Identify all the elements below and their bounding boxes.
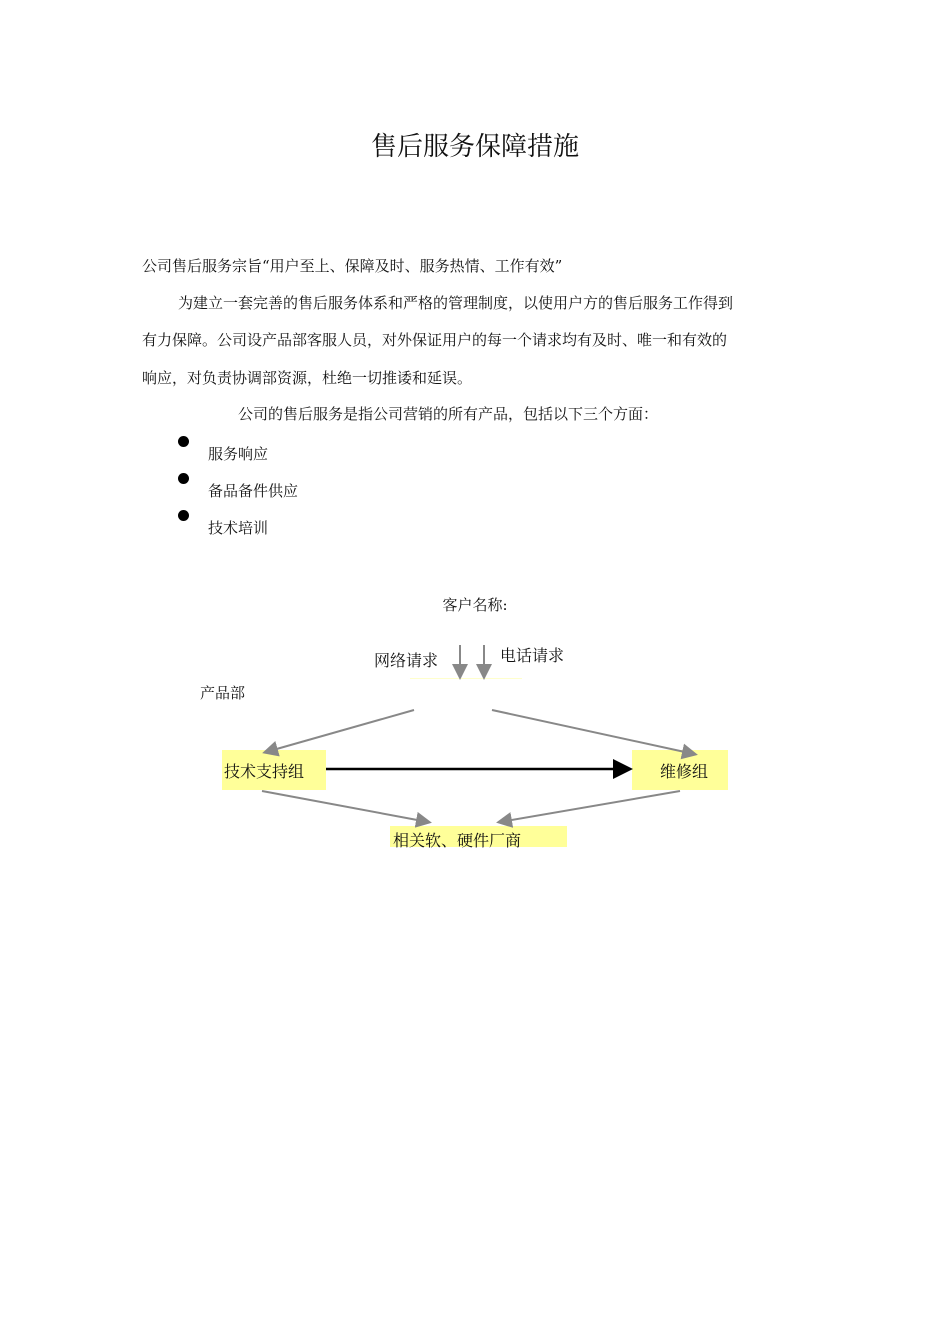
product-dept-label: 产品部 bbox=[200, 684, 246, 702]
repair-label: 维修组 bbox=[660, 762, 709, 781]
network-request-label: 网络请求 bbox=[374, 651, 439, 670]
list-item: 技术培训 bbox=[208, 519, 269, 537]
body-line-1: 为建立一套完善的售后服务体系和严格的管理制度，以使用户方的售后服务工作得到 bbox=[178, 294, 734, 312]
scope-text: 公司的售后服务是指公司营销的所有产品，包括以下三个方面： bbox=[238, 405, 659, 423]
customer-label: 客户名称: bbox=[442, 596, 508, 614]
repair-to-vendor-arrow bbox=[500, 791, 680, 822]
to-repair-arrow bbox=[492, 710, 694, 754]
to-tech-support-arrow bbox=[266, 710, 414, 752]
body-line-3: 响应，对负责协调部资源，杜绝一切推诿和延误。 bbox=[142, 369, 473, 387]
service-tenet: 公司售后服务宗旨“用户至上、保障及时、服务热情、工作有效” bbox=[142, 257, 563, 275]
list-item: 服务响应 bbox=[208, 445, 269, 463]
page-title: 售后服务保障措施 bbox=[370, 132, 579, 162]
tech-to-vendor-arrow bbox=[262, 791, 428, 822]
list-item: 备品备件供应 bbox=[208, 482, 299, 500]
phone-request-label: 电话请求 bbox=[500, 646, 565, 665]
tech-support-label: 技术支持组 bbox=[224, 762, 305, 781]
body-line-2: 有力保障。公司设产品部客服人员，对外保证用户的每一个请求均有及时、唯一和有效的 bbox=[142, 331, 728, 349]
vendors-label: 相关软、硬件厂商 bbox=[393, 831, 522, 850]
